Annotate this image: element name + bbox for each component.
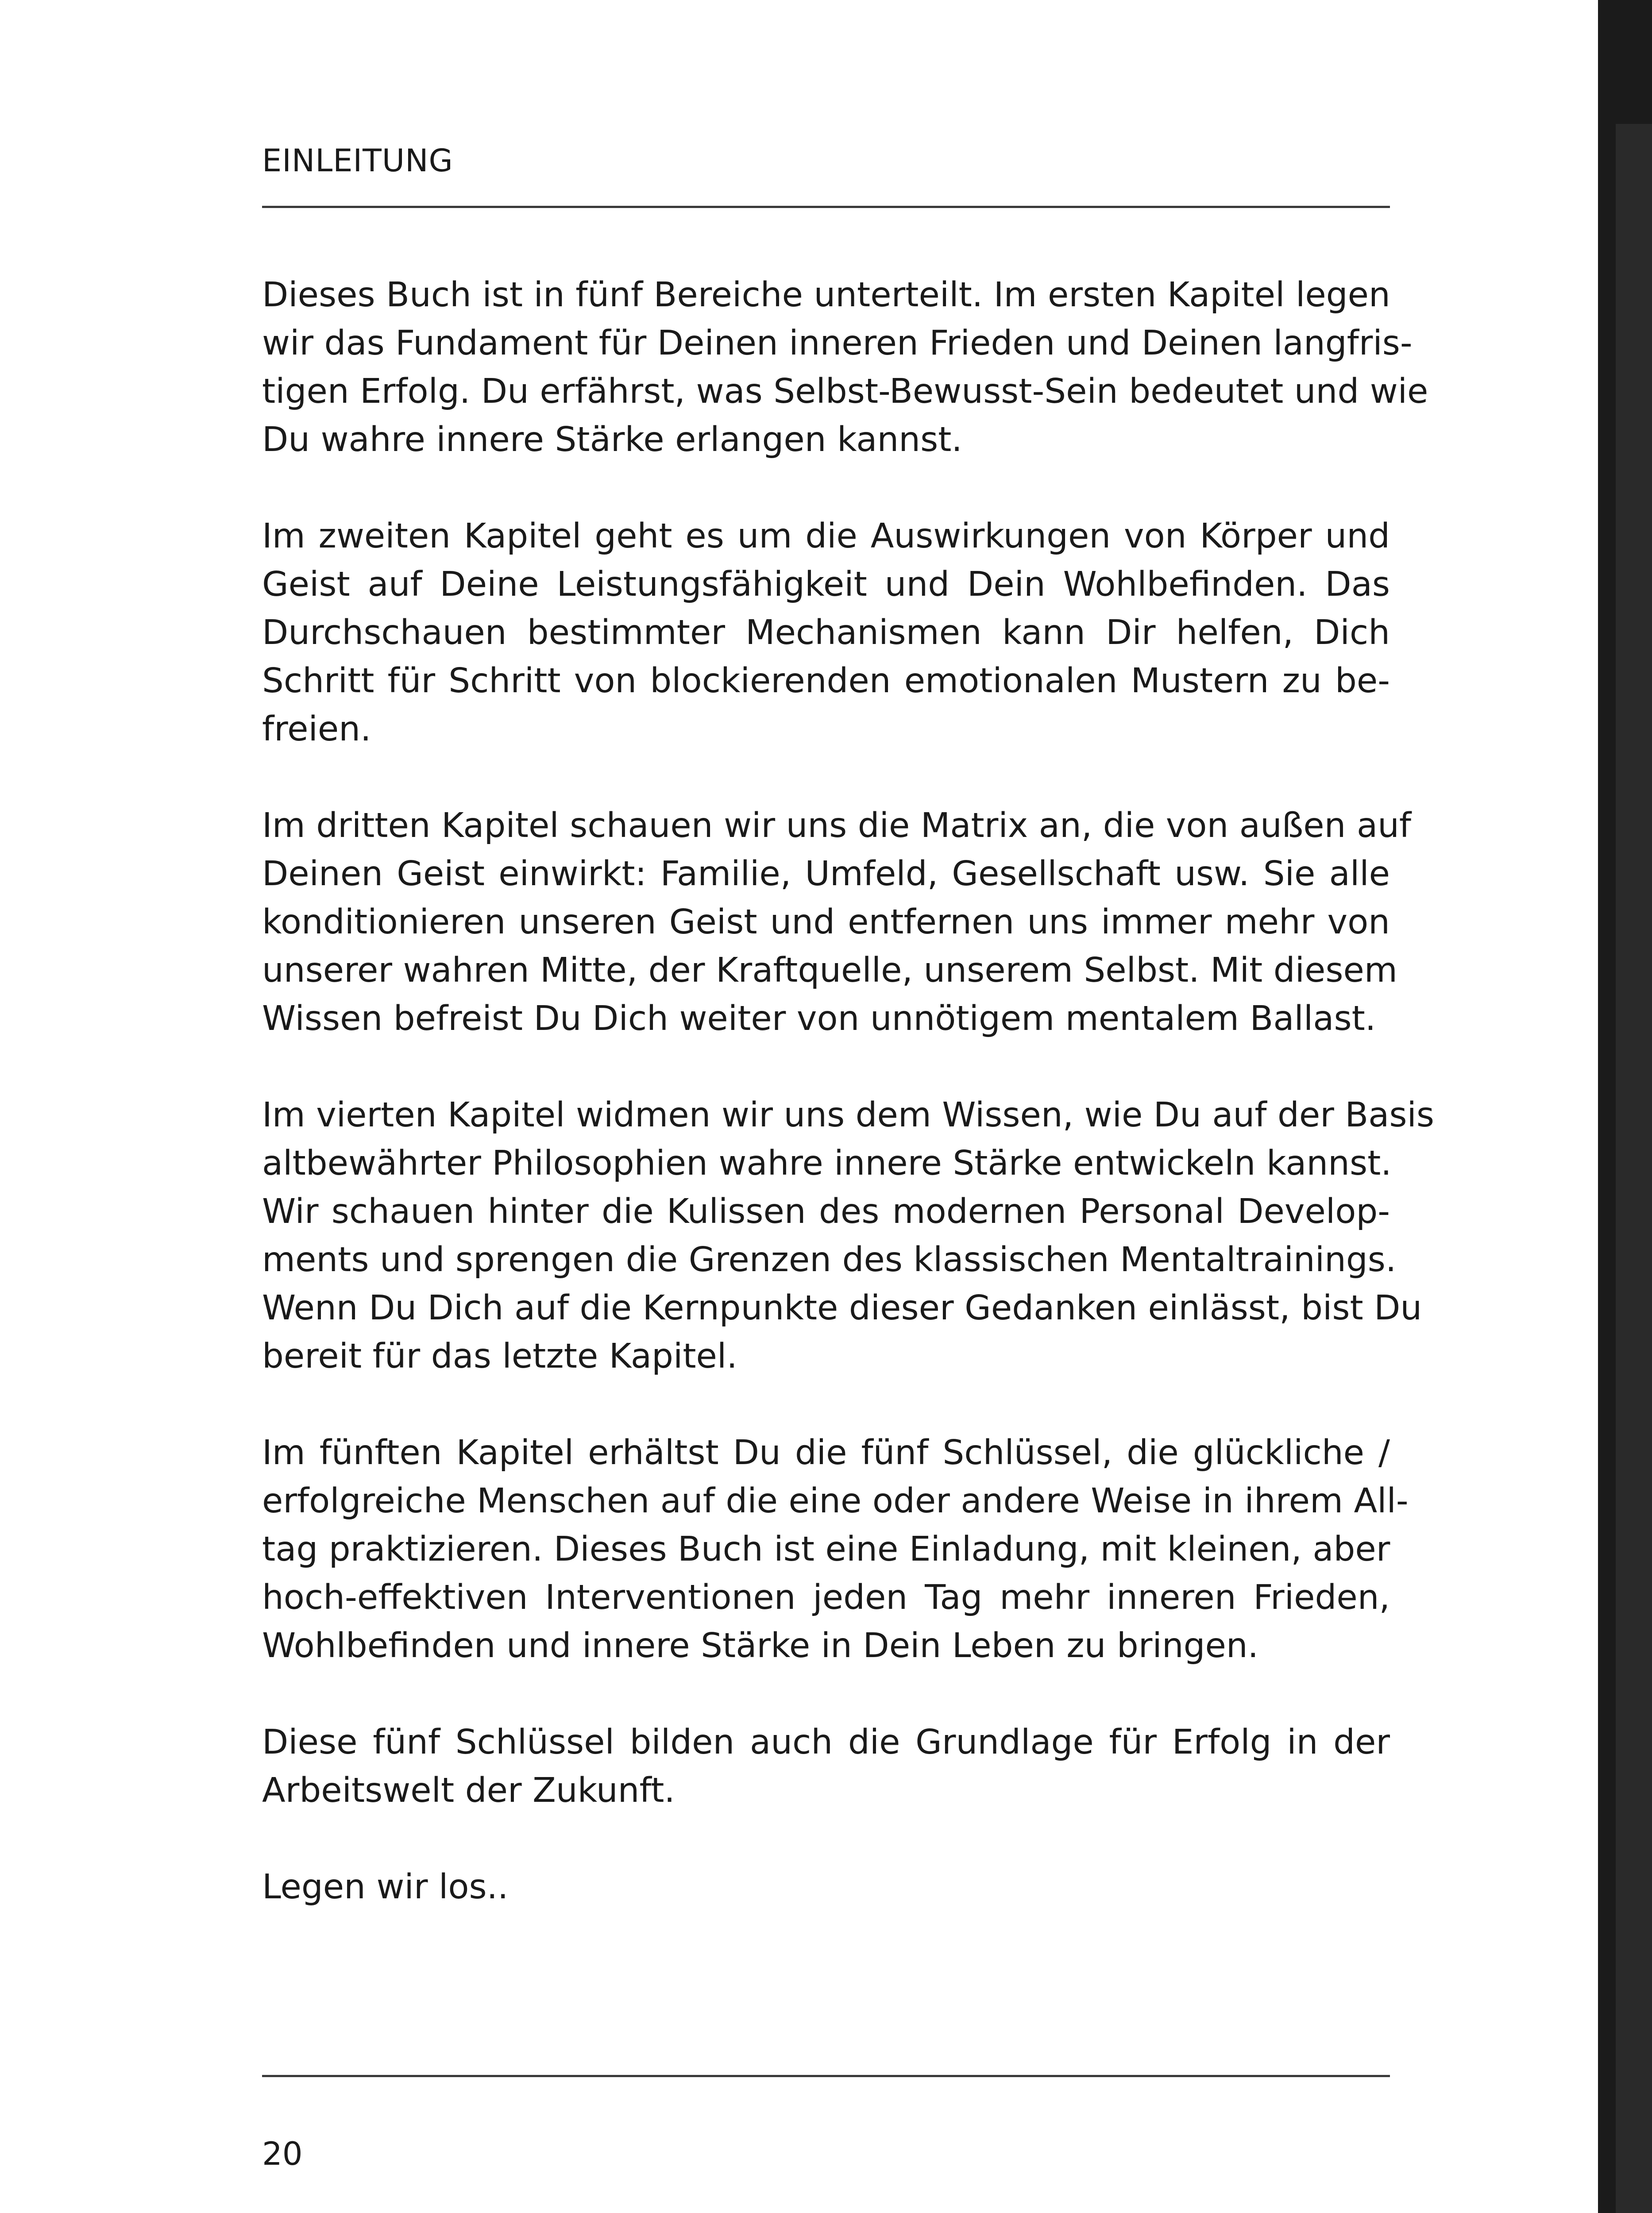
text-line: Geist auf Deine Leistungsfähigkeit und Dein Wohlbefinden. Das (262, 565, 1390, 604)
text-line: Legen wir los.. (262, 1867, 509, 1907)
text-line: tigen Erfolg. Du erfährst, was Selbst-Bewusst-Sein bedeutet und wie (262, 372, 1428, 411)
text-line: freien. (262, 709, 371, 749)
paragraph-1 (262, 271, 1428, 464)
text-line: konditionieren unseren Geist und entfernen uns immer mehr von (262, 902, 1390, 942)
text-line: Im dritten Kapitel schauen wir uns die Matrix an, die von außen auf (262, 806, 1412, 845)
paragraph-4 (262, 1091, 1434, 1380)
page-number: 20 (262, 2135, 303, 2172)
text-line: hoch-effektiven Interventionen jeden Tag mehr inneren Frieden, (262, 1578, 1390, 1617)
text-line: Deinen Geist einwirkt: Familie, Umfeld, Gesellschaft usw. Sie alle (262, 854, 1390, 894)
text-line: Im fünften Kapitel erhältst Du die fünf Schlüssel, die glückliche / (262, 1433, 1390, 1473)
text-line: bereit für das letzte Kapitel. (262, 1337, 737, 1376)
text-line: Im zweiten Kapitel geht es um die Auswirkungen von Körper und (262, 517, 1390, 556)
text-line: unserer wahren Mitte, der Kraftquelle, unserem Selbst. Mit diesem (262, 951, 1397, 990)
text-line: Arbeitswelt der Zukunft. (262, 1771, 675, 1810)
text-line: Diese fünf Schlüssel bilden auch die Grundlage für Erfolg in der (262, 1723, 1390, 1762)
text-line: erfolgreiche Menschen auf die eine oder andere Weise in ihrem All- (262, 1481, 1409, 1521)
paragraph-5 (262, 1429, 1409, 1670)
window-edge-shade (1616, 124, 1652, 2213)
header-rule (262, 206, 1390, 208)
paragraph-3 (262, 802, 1412, 1043)
text-line: Durchschauen bestimmter Mechanismen kann Dir helfen, Dich (262, 613, 1390, 652)
text-line: Wohlbefinden und innere Stärke in Dein Leben zu bringen. (262, 1626, 1259, 1666)
text-line: Im vierten Kapitel widmen wir uns dem Wissen, wie Du auf der Basis (262, 1095, 1434, 1135)
text-line: Wenn Du Dich auf die Kernpunkte dieser Gedanken einlässt, bist Du (262, 1288, 1422, 1328)
text-line: Wissen befreist Du Dich weiter von unnötigem mentalem Ballast. (262, 999, 1376, 1038)
text-line: Wir schauen hinter die Kulissen des modernen Personal Develop- (262, 1192, 1390, 1231)
body-text (262, 271, 1434, 1959)
text-line: Dieses Buch ist in fünf Bereiche unterteilt. Im ersten Kapitel legen (262, 275, 1390, 315)
text-line: altbewährter Philosophien wahre innere Stärke entwickeln kannst. (262, 1144, 1392, 1183)
text-line: tag praktizieren. Dieses Buch ist eine Einladung, mit kleinen, aber (262, 1530, 1390, 1569)
paragraph-6 (262, 1718, 1390, 1815)
text-line: wir das Fundament für Deinen inneren Frieden und Deinen langfris- (262, 324, 1413, 363)
text-line: ments und sprengen die Grenzen des klassischen Mentaltrainings. (262, 1240, 1397, 1280)
text-line: Schritt für Schritt von blockierenden emotionalen Mustern zu be- (262, 661, 1390, 701)
text-line: Du wahre innere Stärke erlangen kannst. (262, 420, 962, 459)
running-head: EINLEITUNG (262, 143, 453, 179)
footer-rule (262, 2075, 1390, 2077)
paragraph-2 (262, 512, 1390, 753)
paragraph-7 (262, 1863, 1390, 1911)
